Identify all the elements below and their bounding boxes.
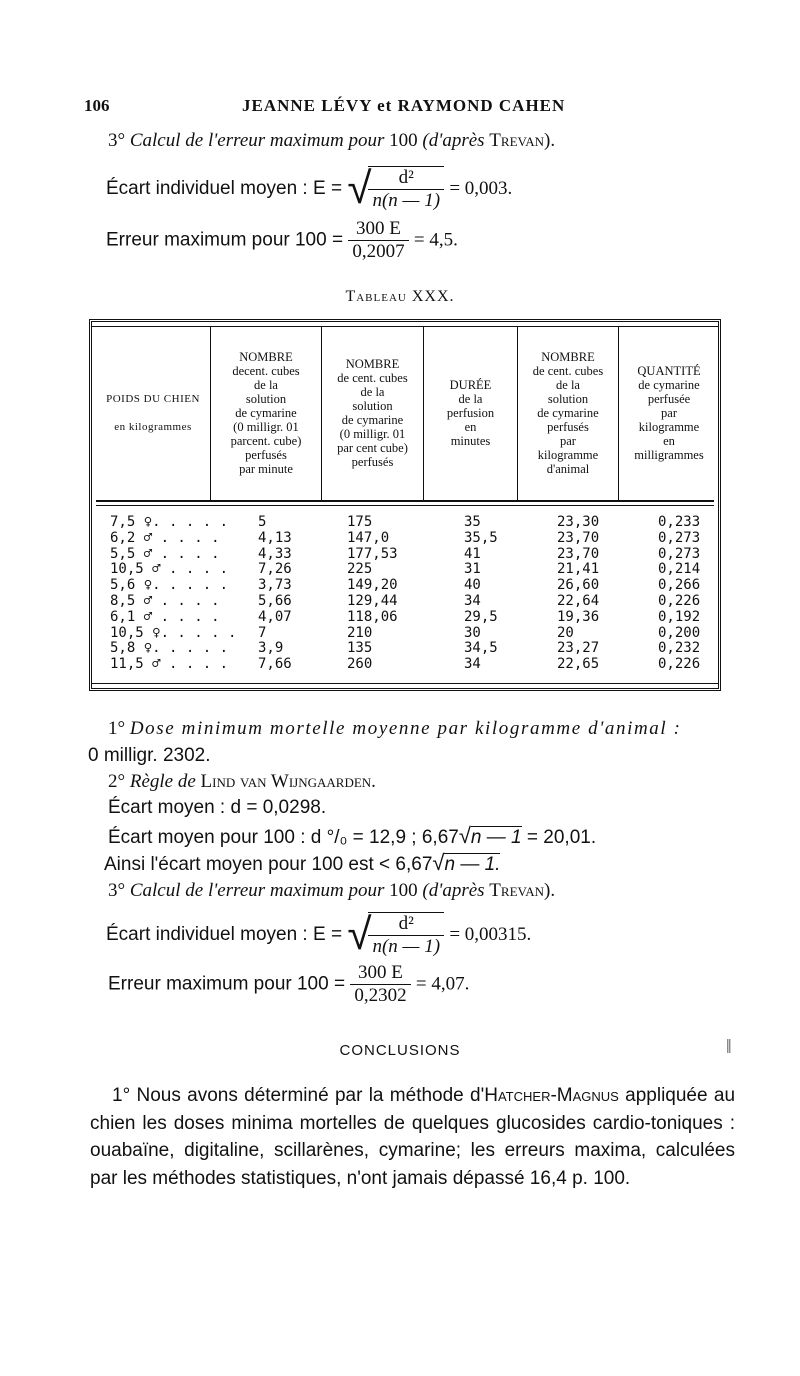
table-cell: 5,8 ♀. . . . . (110, 640, 229, 657)
table-cell: 210 (347, 624, 373, 641)
sqrt-symbol: √ $\frac{\text{d²}}{n(n — 1)}$ (347, 912, 444, 958)
table-cell: 10,5 ♂ . . . . (110, 561, 229, 578)
table-cell: 0,226 (658, 656, 701, 673)
table-cell: 4,07 (258, 608, 292, 625)
ecart-pour-100 (108, 823, 596, 849)
calc-heading-text: Calcul de l'erreur maximum pour (129, 130, 385, 151)
table-cell: 225 (347, 561, 373, 578)
table-cell: 41 (464, 545, 481, 562)
ainsi-text: Ainsi l'écart moyen pour 100 est < 6,67 (104, 854, 433, 875)
calc-author: Trevan (489, 880, 545, 901)
table-cell: 31 (464, 561, 481, 578)
erreur2-label: Erreur maximum pour 100 = (108, 973, 346, 995)
ecart2-formula (106, 912, 531, 958)
calc-heading-ref: (d'après (422, 130, 485, 151)
conclusions-title: CONCLUSIONS (339, 1042, 461, 1059)
sqrt-symbol: √ $\frac{\text{d²}}{n(n — 1)}$ (347, 166, 444, 212)
ecart2-result: = 0,00315. (449, 924, 532, 946)
column-poids (110, 515, 236, 673)
column-cc-total (347, 515, 398, 673)
table-cell: 129,44 (347, 592, 398, 609)
table-title: Tableau XXX. (345, 288, 455, 305)
ecart2-label: Écart individuel moyen : E = (106, 924, 343, 946)
erreur-result: = 4,5. (413, 229, 458, 251)
table-cell: 26,60 (557, 577, 600, 594)
conclusion-prefix: 1° (112, 1085, 131, 1106)
table-cell: 7,5 ♀. . . . . (110, 514, 229, 530)
calc-heading (108, 130, 555, 152)
table-cell: 34,5 (464, 640, 498, 657)
erreur2-formula (108, 962, 469, 1007)
regle-prefix: 2° (108, 771, 126, 792)
conclusion-text-a: Nous avons déterminé par la méthode d' (136, 1085, 485, 1106)
table-cell: 7 (258, 624, 267, 641)
running-title: JEANNE LÉVY et RAYMOND CAHEN (242, 96, 566, 115)
dose-label: Dose minimum mortelle moyenne par kilogramme d'animal : (129, 718, 682, 739)
calc-heading-author: Trevan (489, 130, 545, 151)
table-cell: 7,26 (258, 561, 292, 578)
table-cell: 4,33 (258, 545, 292, 562)
table-bottom-rule (92, 683, 718, 684)
dose-prefix: 1° (108, 718, 126, 739)
table-cell: 23,27 (557, 640, 600, 657)
table-cell: 5,66 (258, 592, 292, 609)
table-cell: 5,6 ♀. . . . . (110, 577, 229, 594)
table-cell: 34 (464, 592, 481, 609)
header-poids: POIDS DU CHIEN en kilogrammes (106, 393, 200, 433)
table-cell: 0,214 (658, 561, 701, 578)
header-cc-per-minute: NOMBRE decent. cubes de la solution de cymarine (0 milligr. 01 parcent. cube) perfusés par minute (230, 350, 302, 476)
table-cell: 10,5 ♀. . . . . (110, 624, 237, 641)
header-cc-total: NOMBRE de cent. cubes de la solution de cymarine (0 milligr. 01 par cent cube) perfusés (337, 357, 408, 469)
conclusion-author: Hatcher-Magnus (484, 1085, 619, 1106)
ainsi-radicand: n — 1. (444, 854, 501, 875)
calc-heading-close: ). (544, 130, 556, 151)
erreur2-denominator: 0,2302 (354, 985, 407, 1006)
table-cell: 21,41 (557, 561, 600, 578)
erreur-numerator: 300 E (348, 218, 408, 241)
erreur-label: Erreur maximum pour 100 = (106, 229, 344, 251)
regle-label: Règle de (129, 771, 196, 792)
table-cell: 0,273 (658, 529, 701, 546)
table-cell: 260 (347, 656, 373, 673)
ecart-denominator: n(n — 1) (372, 190, 441, 211)
table-cell: 0,192 (658, 608, 701, 625)
column-quantite (658, 515, 700, 673)
conclusions-paragraph (90, 1082, 735, 1192)
table-cell: 19,36 (557, 608, 600, 625)
header-quantite: QUANTITÉ de cymarine perfusée par kilogramme en milligrammes (634, 364, 704, 462)
ecart-formula (106, 166, 512, 212)
table-cell: 3,9 (258, 640, 284, 657)
column-cc-per-minute (258, 515, 292, 673)
calc-heading-2 (108, 880, 555, 902)
regle-line (108, 771, 376, 793)
table-top-rule (92, 326, 718, 327)
table-cell: 177,53 (347, 545, 398, 562)
table-cell: 11,5 ♂ . . . . (110, 656, 229, 673)
dose-value: 0 milligr. 2302. (88, 745, 211, 766)
table-cell: 4,13 (258, 529, 292, 546)
margin-mark: ‖ (726, 1036, 732, 1058)
calc-heading-n: 100 (389, 130, 418, 151)
table-cell: 0,233 (658, 514, 701, 530)
sqrt-symbol: √ (458, 823, 471, 848)
table-cell: 149,20 (347, 577, 398, 594)
ecart-numerator: d² (368, 167, 444, 190)
table-cell: 30 (464, 624, 481, 641)
page-number: 106 (84, 96, 110, 115)
table-cell: 5 (258, 514, 267, 530)
calc-close: ). (544, 880, 556, 901)
table-cell: 40 (464, 577, 481, 594)
table-cell: 23,70 (557, 545, 600, 562)
table-cell: 6,2 ♂ . . . . (110, 529, 220, 546)
table-cell: 0,226 (658, 592, 701, 609)
table-cell: 118,06 (347, 608, 398, 625)
ecart-label: Écart individuel moyen : E = (106, 178, 343, 200)
table-cell: 3,73 (258, 577, 292, 594)
header-rule (96, 500, 714, 502)
header-cc-per-kg: NOMBRE de cent. cubes de la solution de cymarine perfusés par kilogramme d'animal (532, 350, 604, 476)
table-cell: 29,5 (464, 608, 498, 625)
erreur-formula (106, 218, 458, 263)
table-cell: 23,30 (557, 514, 600, 530)
table-cell: 6,1 ♂ . . . . (110, 608, 220, 625)
table-cell: 7,66 (258, 656, 292, 673)
column-duree (464, 515, 498, 673)
calc-n: 100 (389, 880, 418, 901)
header-duree: DURÉE de la perfusion en minutes (446, 378, 495, 448)
table-cell: 0,266 (658, 577, 701, 594)
table-cell: 5,5 ♂ . . . . (110, 545, 220, 562)
erreur2-result: = 4,07. (415, 973, 470, 995)
table-cell: 35 (464, 514, 481, 530)
table-cell: 0,232 (658, 640, 701, 657)
ainsi-line (104, 850, 500, 876)
erreur-denominator: 0,2007 (352, 241, 405, 262)
ecart-result: = 0,003. (449, 178, 513, 200)
table-cell: 147,0 (347, 529, 390, 546)
header-rule-thin (96, 505, 714, 506)
dose-line (108, 718, 682, 740)
table-cell: 20 (557, 624, 574, 641)
sqrt-symbol: √ (432, 850, 445, 875)
calc-ref: (d'après (422, 880, 485, 901)
conclusion-text-b: appliquée au chien les doses minima mortelles de quelques glucosides cardio-toniques : ouabaïne, digitaline, scillarènes, cymarine; les erreurs maxima, calculées par les méthodes statistiques, n'ont jamais dépassé 16,4 p. 100. (90, 1085, 736, 1189)
ecart2-numerator: d² (368, 913, 444, 936)
data-table (89, 319, 721, 691)
ecart-pour-100-radicand: n — 1 (470, 827, 522, 848)
table-cell: 175 (347, 514, 373, 530)
ecart2-denominator: n(n — 1) (372, 936, 441, 957)
table-cell: 22,65 (557, 656, 600, 673)
table-cell: 34 (464, 656, 481, 673)
table-cell: 135 (347, 640, 373, 657)
ecart-moyen: Écart moyen : d = 0,0298. (108, 797, 327, 818)
calc-prefix: 3° (108, 880, 126, 901)
table-cell: 22,64 (557, 592, 600, 609)
column-cc-per-kg (557, 515, 599, 673)
table-cell: 0,200 (658, 624, 701, 641)
table-cell: 23,70 (557, 529, 600, 546)
ecart-pour-100-result: = 20,01. (526, 827, 597, 848)
ecart-pour-100-text: Écart moyen pour 100 : d °/₀ = 12,9 ; 6,67 (108, 827, 459, 848)
calc-label: Calcul de l'erreur maximum pour (129, 880, 385, 901)
table-cell: 8,5 ♂ . . . . (110, 592, 220, 609)
regle-author: Lind van Wijngaarden. (200, 771, 376, 792)
table-cell: 0,273 (658, 545, 701, 562)
erreur2-numerator: 300 E (350, 962, 410, 985)
table-cell: 35,5 (464, 529, 498, 546)
calc-heading-prefix: 3° (108, 130, 126, 151)
